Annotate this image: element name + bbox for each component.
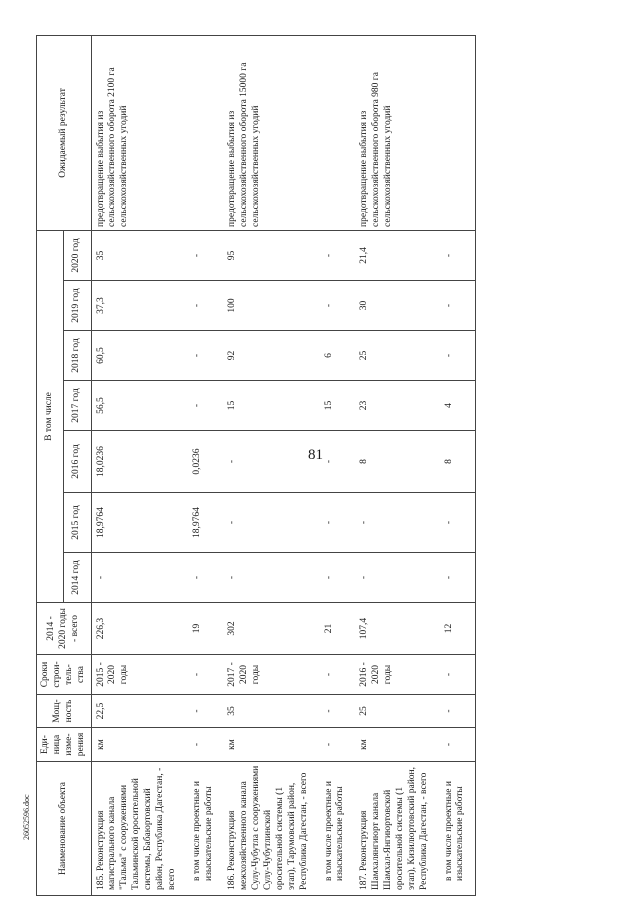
year-value-cell: -	[182, 331, 224, 381]
year-value-cell: -	[434, 331, 476, 381]
year-value-cell: 25	[355, 331, 433, 381]
total-cell: 226,3	[91, 603, 182, 655]
terms-cell: -	[182, 655, 224, 695]
total-cell: 19	[182, 603, 224, 655]
total-cell: 302	[223, 603, 313, 655]
year-value-cell: -	[434, 230, 476, 280]
year-value-cell: 15	[223, 381, 313, 431]
year-value-cell: 100	[223, 281, 313, 331]
object-name-cell: 186. Реконструкция межхозяйственного канала Сулу-Чубутла с сооружениями Сулу-Чубутлинской оросительной системы (1 этап), Тарумовский район, Республика Дагестан, - всего	[223, 762, 313, 896]
year-value-cell: 21,4	[355, 230, 433, 280]
terms-cell: 2017 - 2020 годы	[223, 655, 313, 695]
year-value-cell: -	[91, 553, 182, 603]
year-value-cell: 95	[223, 230, 313, 280]
capacity-cell: 22,5	[91, 695, 182, 728]
year-value-cell: -	[314, 553, 356, 603]
table-row	[314, 35, 356, 895]
terms-cell: 2015 - 2020 годы	[91, 655, 182, 695]
year-value-cell: -	[223, 431, 313, 493]
year-value-cell: 30	[355, 281, 433, 331]
header-year: 2019 год	[64, 281, 91, 331]
header-name: Наименование объекта	[37, 762, 92, 896]
result-cell	[314, 35, 356, 230]
object-name-cell: в том числе проектные и изыскательские работы	[182, 762, 224, 896]
header-year: 2014 год	[64, 553, 91, 603]
terms-cell: -	[314, 655, 356, 695]
unit-cell: км	[223, 728, 313, 762]
table-row	[434, 35, 476, 895]
year-value-cell: -	[314, 431, 356, 493]
object-name-cell: в том числе проектные и изыскательские работы	[314, 762, 356, 896]
table-row	[182, 35, 224, 895]
year-value-cell: -	[434, 553, 476, 603]
header-year: 2015 год	[64, 493, 91, 553]
year-value-cell: 15	[314, 381, 356, 431]
year-value-cell: -	[182, 281, 224, 331]
investment-table	[36, 35, 476, 896]
year-value-cell: 18,0236	[91, 431, 182, 493]
year-value-cell: 6	[314, 331, 356, 381]
year-value-cell: -	[182, 381, 224, 431]
year-value-cell: 56,5	[91, 381, 182, 431]
year-value-cell: -	[434, 493, 476, 553]
result-cell: предотвращение выбытия из сельскохозяйственного оборота 15000 га сельскохозяйственных угодий	[223, 35, 313, 230]
header-terms: Сроки строи-тель-ства	[37, 655, 92, 695]
capacity-cell: -	[182, 695, 224, 728]
unit-cell: -	[314, 728, 356, 762]
year-value-cell: -	[355, 553, 433, 603]
result-cell	[182, 35, 224, 230]
year-value-cell: 18,9764	[91, 493, 182, 553]
year-value-cell: -	[314, 281, 356, 331]
unit-cell: км	[355, 728, 433, 762]
header-year: 2017 год	[64, 381, 91, 431]
year-value-cell: -	[355, 493, 433, 553]
year-value-cell: -	[223, 493, 313, 553]
terms-cell: -	[434, 655, 476, 695]
capacity-cell: 25	[355, 695, 433, 728]
capacity-cell: -	[314, 695, 356, 728]
object-name-cell: 187. Реконструкция Шамхалянгиюрт канала Шамхал-Янгиюртовской оросительной системы (1 этап), Кизилюртовский район, Республика Дагестан, - всего	[355, 762, 433, 896]
capacity-cell: -	[434, 695, 476, 728]
year-value-cell: -	[314, 493, 356, 553]
year-value-cell: 8	[434, 431, 476, 493]
header-unit: Еди-ница изме-рения	[37, 728, 92, 762]
header-capacity: Мощ-ность	[37, 695, 92, 728]
year-value-cell: 0,0236	[182, 431, 224, 493]
year-value-cell: 8	[355, 431, 433, 493]
header-year: 2020 год	[64, 230, 91, 280]
header-year: 2018 год	[64, 331, 91, 381]
unit-cell: -	[434, 728, 476, 762]
table-row	[91, 35, 182, 895]
table-row	[223, 35, 313, 895]
year-value-cell: 23	[355, 381, 433, 431]
year-value-cell: -	[223, 553, 313, 603]
result-cell	[434, 35, 476, 230]
year-value-cell: 4	[434, 381, 476, 431]
header-year: 2016 год	[64, 431, 91, 493]
unit-cell: -	[182, 728, 224, 762]
total-cell: 21	[314, 603, 356, 655]
year-value-cell: 37,3	[91, 281, 182, 331]
year-value-cell: 60,5	[91, 331, 182, 381]
year-value-cell: -	[182, 553, 224, 603]
year-value-cell: -	[434, 281, 476, 331]
capacity-cell: 35	[223, 695, 313, 728]
header-including: В том числе	[37, 230, 64, 602]
year-value-cell: 18,9764	[182, 493, 224, 553]
header-total: 2014 - 2020 годы - всего	[37, 603, 92, 655]
object-name-cell: 185. Реконструкция магистрального канала "Тальма" с сооружениями Тальминской оросительной системы, Бабаюртовский район, Республика Дагестан, - всего	[91, 762, 182, 896]
rotated-page	[36, 40, 596, 896]
total-cell: 12	[434, 603, 476, 655]
unit-cell: км	[91, 728, 182, 762]
header-result: Ожидаемый результат	[37, 35, 92, 230]
terms-cell: 2016 - 2020 годы	[355, 655, 433, 695]
total-cell: 107,4	[355, 603, 433, 655]
year-value-cell: -	[182, 230, 224, 280]
result-cell: предотвращение выбытия из сельскохозяйственного оборота 980 га сельскохозяйственных угодий	[355, 35, 433, 230]
table-row	[355, 35, 433, 895]
result-cell: предотвращение выбытия из сельскохозяйственного оборота 2100 га сельскохозяйственных угодий	[91, 35, 182, 230]
object-name-cell: в том числе проектные и изыскательские работы	[434, 762, 476, 896]
year-value-cell: -	[314, 230, 356, 280]
page-number: 81	[308, 447, 323, 463]
footer-filename: 26052596.doc	[22, 794, 31, 840]
year-value-cell: 92	[223, 331, 313, 381]
year-value-cell: 35	[91, 230, 182, 280]
